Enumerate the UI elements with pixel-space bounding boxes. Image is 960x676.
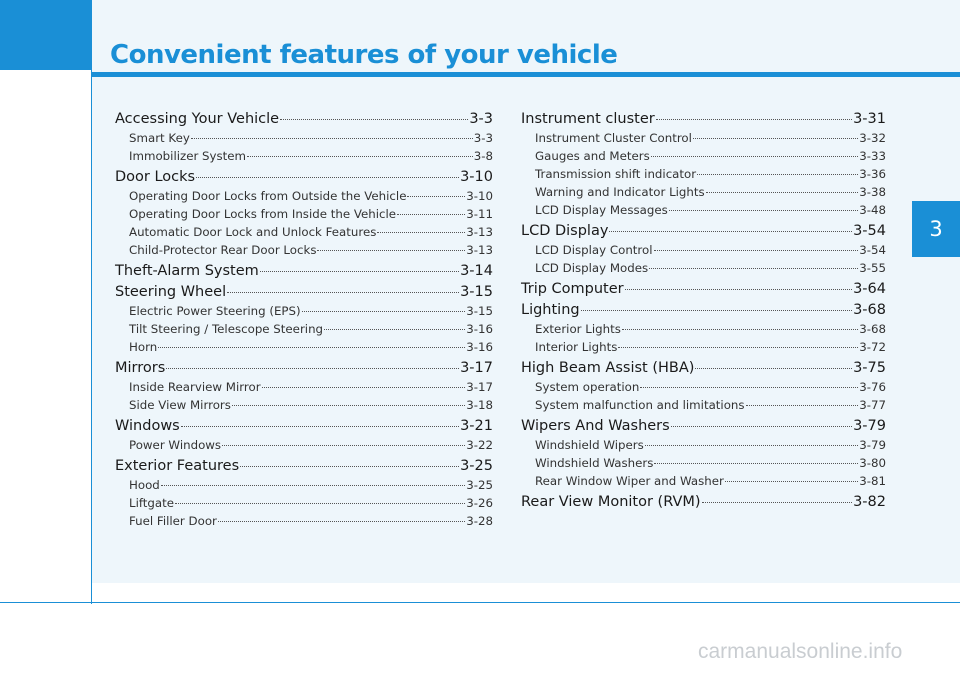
toc-entry-label: Tilt Steering / Telescope Steering <box>129 322 324 336</box>
dot-leader <box>240 466 459 467</box>
dot-leader <box>640 387 858 388</box>
toc-page-number: 3-15 <box>466 304 493 318</box>
toc-entry-label: Mirrors <box>115 360 166 376</box>
toc-page-number: 3-16 <box>466 322 493 336</box>
toc-section-entry[interactable] <box>115 262 493 280</box>
dot-leader <box>693 138 858 139</box>
toc-subsection-entry[interactable] <box>521 320 886 338</box>
toc-page-number: 3-22 <box>466 438 493 452</box>
toc-subsection-entry[interactable] <box>115 147 493 165</box>
dot-leader <box>191 138 473 139</box>
toc-subsection-entry[interactable] <box>115 378 493 396</box>
dot-leader <box>654 463 858 464</box>
dot-leader <box>654 250 859 251</box>
toc-page-number: 3-54 <box>859 243 886 257</box>
toc-subsection-entry[interactable] <box>521 436 886 454</box>
dot-leader <box>695 368 852 369</box>
dot-leader <box>280 119 468 120</box>
toc-page-number: 3-13 <box>466 243 493 257</box>
dot-leader <box>656 119 852 120</box>
dot-leader <box>317 250 465 251</box>
toc-page-number: 3-17 <box>460 360 493 376</box>
toc-entry-label: Windows <box>115 418 180 434</box>
toc-page-number: 3-75 <box>853 360 886 376</box>
dot-leader <box>645 445 858 446</box>
toc-section-entry[interactable] <box>521 280 886 298</box>
dot-leader <box>232 405 465 406</box>
toc-subsection-entry[interactable] <box>115 494 493 512</box>
toc-subsection-entry[interactable] <box>115 302 493 320</box>
toc-section-entry[interactable] <box>115 359 493 377</box>
toc-section-entry[interactable] <box>115 168 493 186</box>
toc-entry-label: Instrument cluster <box>521 111 655 127</box>
toc-entry-label: Lighting <box>521 302 580 318</box>
bottom-rule <box>0 602 960 603</box>
toc-subsection-entry[interactable] <box>115 223 493 241</box>
toc-page-number: 3-48 <box>859 203 886 217</box>
toc-entry-label: Automatic Door Lock and Unlock Features <box>129 225 377 239</box>
dot-leader <box>669 210 858 211</box>
chapter-tab[interactable] <box>912 201 960 257</box>
toc-page-number: 3-54 <box>853 223 886 239</box>
toc-entry-label: Power Windows <box>129 438 222 452</box>
toc-entry-label: Windshield Washers <box>535 456 654 470</box>
dot-leader <box>260 271 459 272</box>
toc-subsection-entry[interactable] <box>115 396 493 414</box>
watermark: carmanualsonline.info <box>698 640 903 663</box>
toc-subsection-entry[interactable] <box>115 512 493 530</box>
toc-page-number: 3-68 <box>853 302 886 318</box>
toc-subsection-entry[interactable] <box>115 187 493 205</box>
dot-leader <box>377 232 465 233</box>
toc-page-number: 3-11 <box>466 207 493 221</box>
dot-leader <box>227 292 459 293</box>
toc-section-entry[interactable] <box>115 283 493 301</box>
toc-subsection-entry[interactable] <box>521 241 886 259</box>
dot-leader <box>651 156 858 157</box>
toc-left-column <box>115 110 493 530</box>
toc-section-entry[interactable] <box>521 493 886 511</box>
toc-page-number: 3-3 <box>469 111 493 127</box>
toc-page-number: 3-76 <box>859 380 886 394</box>
toc-page-number: 3-21 <box>460 418 493 434</box>
toc-page-number: 3-38 <box>859 185 886 199</box>
toc-subsection-entry[interactable] <box>521 396 886 414</box>
toc-entry-label: LCD Display Control <box>535 243 653 257</box>
toc-page-number: 3-31 <box>853 111 886 127</box>
toc-entry-label: Door Locks <box>115 169 196 185</box>
toc-entry-label: Trip Computer <box>521 281 624 297</box>
page-title: Convenient features of your vehicle <box>110 40 618 70</box>
toc-page-number: 3-3 <box>473 131 493 145</box>
header-rule <box>92 72 960 77</box>
chapter-number: 3 <box>929 217 943 241</box>
toc-page-number: 3-14 <box>460 263 493 279</box>
toc-subsection-entry[interactable] <box>521 165 886 183</box>
toc-page-number: 3-10 <box>460 169 493 185</box>
dot-leader <box>625 289 852 290</box>
toc-page-number: 3-33 <box>859 149 886 163</box>
toc-page-number: 3-16 <box>466 340 493 354</box>
toc-subsection-entry[interactable] <box>115 436 493 454</box>
toc-section-entry[interactable] <box>115 457 493 475</box>
toc-page-number: 3-18 <box>466 398 493 412</box>
toc-page-number: 3-80 <box>859 456 886 470</box>
toc-entry-label: Smart Key <box>129 131 190 145</box>
toc-section-entry[interactable] <box>521 301 886 319</box>
toc-page-number: 3-81 <box>859 474 886 488</box>
toc-entry-label: Accessing Your Vehicle <box>115 111 280 127</box>
toc-entry-label: System malfunction and limitations <box>535 398 745 412</box>
toc-page-number: 3-25 <box>460 458 493 474</box>
dot-leader <box>175 503 465 504</box>
dot-leader <box>166 368 459 369</box>
toc-right-column <box>521 110 886 512</box>
toc-page-number: 3-32 <box>859 131 886 145</box>
dot-leader <box>702 502 853 503</box>
dot-leader <box>622 329 858 330</box>
toc-page-number: 3-79 <box>853 418 886 434</box>
toc-entry-label: Side View Mirrors <box>129 398 231 412</box>
toc-entry-label: Child-Protector Rear Door Locks <box>129 243 317 257</box>
toc-subsection-entry[interactable] <box>115 205 493 223</box>
toc-subsection-entry[interactable] <box>521 183 886 201</box>
toc-entry-label: Fuel Filler Door <box>129 514 217 528</box>
toc-page-number: 3-8 <box>473 149 493 163</box>
toc-entry-label: System operation <box>535 380 640 394</box>
dot-leader <box>262 387 466 388</box>
dot-leader <box>746 405 859 406</box>
dot-leader <box>609 231 852 232</box>
toc-page-number: 3-15 <box>460 284 493 300</box>
toc-subsection-entry[interactable] <box>115 129 493 147</box>
toc-entry-label: LCD Display <box>521 223 609 239</box>
corner-accent-block <box>0 0 92 70</box>
toc-page-number: 3-55 <box>859 261 886 275</box>
toc-page-number: 3-68 <box>859 322 886 336</box>
toc-entry-label: Warning and Indicator Lights <box>535 185 705 199</box>
toc-subsection-entry[interactable] <box>521 454 886 472</box>
toc-page-number: 3-77 <box>859 398 886 412</box>
toc-entry-label: Theft-Alarm System <box>115 263 259 279</box>
dot-leader <box>397 214 465 215</box>
toc-subsection-entry[interactable] <box>521 472 886 490</box>
toc-section-entry[interactable] <box>521 417 886 435</box>
toc-page-number: 3-13 <box>466 225 493 239</box>
toc-entry-label: Horn <box>129 340 158 354</box>
toc-entry-label: Windshield Wipers <box>535 438 644 452</box>
toc-entry-label: LCD Display Modes <box>535 261 649 275</box>
dot-leader <box>697 174 858 175</box>
toc-subsection-entry[interactable] <box>521 201 886 219</box>
toc-subsection-entry[interactable] <box>521 338 886 356</box>
toc-subsection-entry[interactable] <box>115 320 493 338</box>
toc-subsection-entry[interactable] <box>115 338 493 356</box>
dot-leader <box>181 426 459 427</box>
dot-leader <box>671 426 852 427</box>
toc-entry-label: Gauges and Meters <box>535 149 650 163</box>
dot-leader <box>222 445 465 446</box>
toc-subsection-entry[interactable] <box>521 147 886 165</box>
toc-page-number: 3-64 <box>853 281 886 297</box>
toc-section-entry[interactable] <box>521 222 886 240</box>
toc-entry-label: Operating Door Locks from Inside the Vehicle <box>129 207 397 221</box>
toc-entry-label: Transmission shift indicator <box>535 167 697 181</box>
toc-entry-label: Steering Wheel <box>115 284 227 300</box>
dot-leader <box>302 311 466 312</box>
toc-entry-label: Wipers And Washers <box>521 418 670 434</box>
toc-page-number: 3-82 <box>853 494 886 510</box>
dot-leader <box>218 521 465 522</box>
toc-subsection-entry[interactable] <box>521 129 886 147</box>
toc-entry-label: Liftgate <box>129 496 175 510</box>
dot-leader <box>324 329 465 330</box>
toc-page-number: 3-36 <box>859 167 886 181</box>
toc-entry-label: Rear Window Wiper and Washer <box>535 474 724 488</box>
toc-entry-label: Electric Power Steering (EPS) <box>129 304 301 318</box>
dot-leader <box>581 310 852 311</box>
toc-entry-label: Exterior Lights <box>535 322 621 336</box>
toc-page-number: 3-79 <box>859 438 886 452</box>
toc-subsection-entry[interactable] <box>521 259 886 277</box>
toc-page-number: 3-25 <box>466 478 493 492</box>
dot-leader <box>649 268 858 269</box>
toc-section-entry[interactable] <box>115 110 493 128</box>
toc-entry-label: Hood <box>129 478 160 492</box>
dot-leader <box>725 481 858 482</box>
toc-page-number: 3-10 <box>466 189 493 203</box>
toc-section-entry[interactable] <box>521 359 886 377</box>
dot-leader <box>407 196 465 197</box>
dot-leader <box>618 347 858 348</box>
toc-entry-label: Operating Door Locks from Outside the Vehicle <box>129 189 407 203</box>
toc-page-number: 3-72 <box>859 340 886 354</box>
toc-entry-label: Rear View Monitor (RVM) <box>521 494 701 510</box>
toc-entry-label: Immobilizer System <box>129 149 247 163</box>
toc-page-number: 3-28 <box>466 514 493 528</box>
toc-entry-label: Exterior Features <box>115 458 240 474</box>
toc-section-entry[interactable] <box>521 110 886 128</box>
toc-subsection-entry[interactable] <box>115 241 493 259</box>
toc-entry-label: Instrument Cluster Control <box>535 131 692 145</box>
toc-entry-label: LCD Display Messages <box>535 203 668 217</box>
dot-leader <box>247 156 473 157</box>
toc-subsection-entry[interactable] <box>115 476 493 494</box>
dot-leader <box>158 347 465 348</box>
toc-entry-label: Interior Lights <box>535 340 618 354</box>
toc-entry-label: High Beam Assist (HBA) <box>521 360 695 376</box>
dot-leader <box>196 177 459 178</box>
dot-leader <box>161 485 465 486</box>
toc-section-entry[interactable] <box>115 417 493 435</box>
left-margin-rule <box>91 0 92 604</box>
toc-subsection-entry[interactable] <box>521 378 886 396</box>
toc-page-number: 3-17 <box>466 380 493 394</box>
dot-leader <box>706 192 859 193</box>
toc-entry-label: Inside Rearview Mirror <box>129 380 261 394</box>
toc-page-number: 3-26 <box>466 496 493 510</box>
